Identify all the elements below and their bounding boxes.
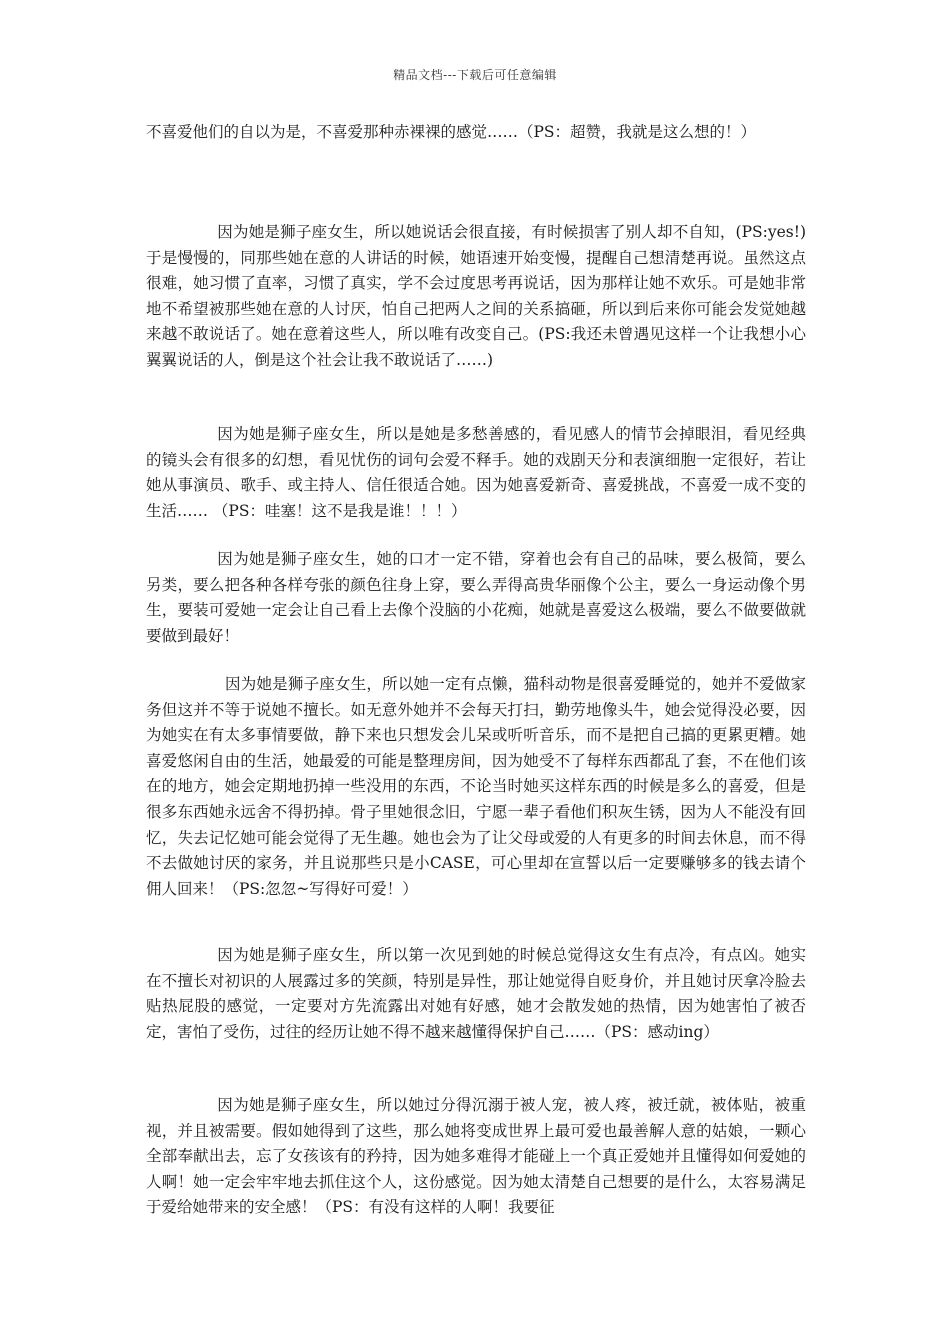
paragraph-5 (146, 943, 806, 1045)
paragraph-6-text: 因为她是狮子座女生，所以她过分得沉溺于被人宠，被人疼，被迁就，被体贴，被重视，并且被需要。假如她得到了这些，那么她将变成世界上最可爱也最善解人意的姑娘，一颗心全部奉献出去，忘了女孩该有的矜持，因为她多难得才能碰上一个真正爱她并且懂得如何爱她的人啊！她一定会牢牢地去抓住这个人，这份感觉。因为她太清楚自己想要的是什么，太容易满足于爱给她带来的安全感！（PS：有没有这样的人啊！我要征 (146, 1096, 806, 1217)
paragraph-2 (146, 422, 806, 524)
paragraph-4 (146, 672, 806, 902)
paragraph-6 (146, 1093, 806, 1221)
paragraph-3-text: 因为她是狮子座女生，她的口才一定不错，穿着也会有自己的品味，要么极简，要么另类，要么把各种各样夸张的颜色往身上穿，要么弄得高贵华丽像个公主，要么一身运动像个男生，要装可爱她一定会让自己看上去像个没脑的小花痴，她就是喜爱这么极端，要么不做要做就要做到最好！ (146, 550, 806, 645)
paragraph-2-text: 因为她是狮子座女生，所以是她是多愁善感的，看见感人的情节会掉眼泪，看见经典的镜头会有很多的幻想，看见忧伤的词句会爱不释手。她的戏剧天分和表演细胞一定很好，若让她从事演员、歌手、或主持人、信任很适合她。因为她喜爱新奇、喜爱挑战，不喜爱一成不变的生活…… （PS：哇塞！这不是我是谁！！！） (146, 425, 806, 520)
paragraph-5-text: 因为她是狮子座女生，所以第一次见到她的时候总觉得这女生有点冷，有点凶。她实在不擅长对初识的人展露过多的笑颜，特别是异性，那让她觉得自贬身价，并且她讨厌拿冷脸去贴热屁股的感觉，一定要对方先流露出对她有好感，她才会散发她的热情，因为她害怕了被否定，害怕了受伤，过往的经历让她不得不越来越懂得保护自己……（PS：感动ing） (146, 946, 806, 1041)
paragraph-intro (146, 120, 806, 146)
page-header: 精品文档---下载后可任意编辑 (393, 68, 557, 82)
paragraph-4-text: 因为她是狮子座女生，所以她一定有点懒，猫科动物是很喜爱睡觉的，她并不爱做家务但这并不等于说她不擅长。如无意外她并不会每天打扫，勤劳地像头牛，她会觉得没必要，因为她实在有太多事情要做，静下来也只想发会儿呆或听听音乐，而不是把自己搞的更累更糟。她喜爱悠闲自由的生活，她最爱的可能是整理房间，因为她受不了每样东西都乱了套，不在他们该在的地方，她会定期地扔掉一些没用的东西，不论当时她买这样东西的时候是多么的喜爱，但是很多东西她永远舍不得扔掉。骨子里她很念旧，宁愿一辈子看他们积灰生锈，因为人不能没有回忆，失去记忆她可能会觉得了无生趣。她也会为了让父母或爱的人有更多的时间去休息，而不得不去做她讨厌的家务，并且说那些只是小CASE，可心里却在宣誓以后一定要赚够多的钱去请个佣人回来！（PS:忽忽~写得好可爱！） (146, 675, 806, 898)
paragraph-intro-text: 不喜爱他们的自以为是，不喜爱那种赤裸裸的感觉……（PS：超赞，我就是这么想的！） (146, 123, 757, 141)
paragraph-1-text: 因为她是狮子座女生，所以她说话会很直接，有时候损害了别人却不自知，(PS:yes!)于是慢慢的，同那些她在意的人讲话的时候，她语速开始变慢，提醒自己想清楚再说。虽然这点很难，她习惯了直率，习惯了真实，学不会过度思考再说话，因为那样让她不欢乐。可是她非常地不希望被那些她在意的人讨厌，怕自己把两人之间的关系搞砸，所以到后来你可能会发觉她越来越不敢说话了。她在意着这些人，所以唯有改变自己。(PS:我还未曾遇见这样一个让我想小心翼翼说话的人，倒是这个社会让我不敢说话了……) (146, 223, 806, 369)
paragraph-1 (146, 220, 806, 374)
paragraph-3 (146, 547, 806, 649)
